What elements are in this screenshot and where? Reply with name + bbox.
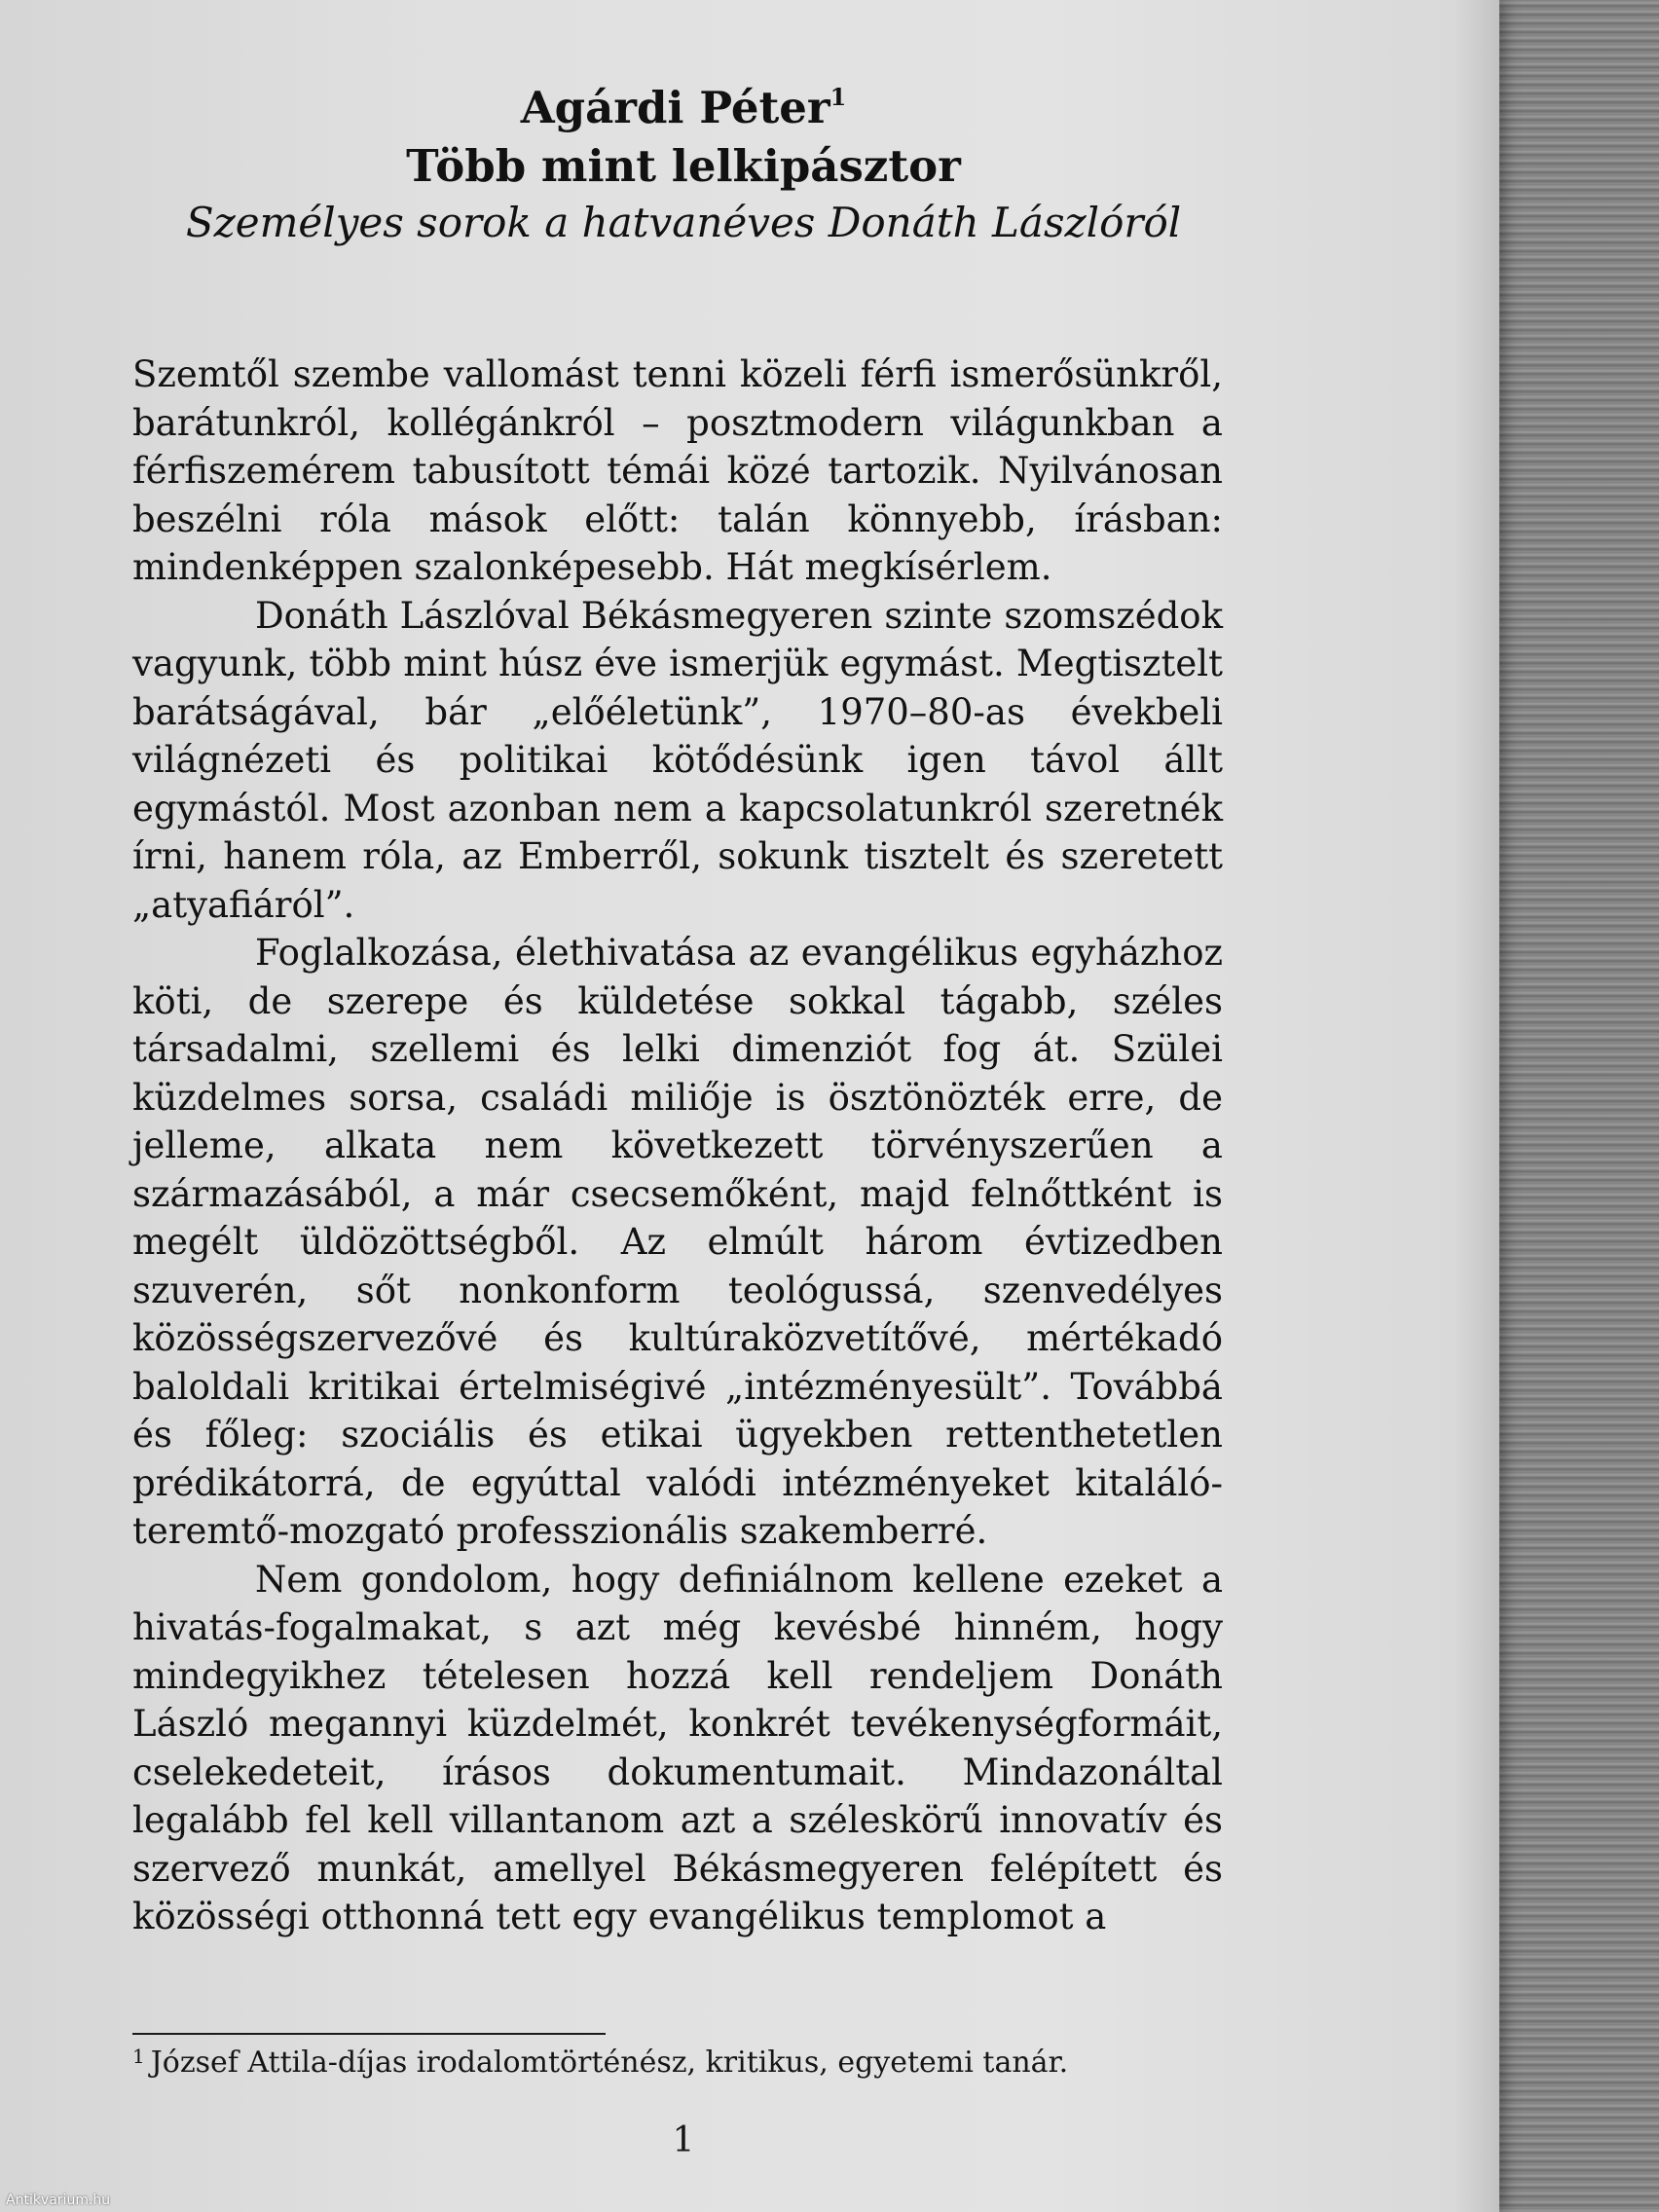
watermark: Antikvarium.hu <box>6 2193 111 2208</box>
paragraph-3: Foglalkozása, élethivatása az evangélikus egyházhoz köti, de szerepe és küldetése sokkal tágabb, széles társadalmi, szellemi és lelki dimenziót fog át. Szülei küzdelmes sorsa, családi miliője is ösztönözték erre, de jelleme, alkata nem következett törvényszerűen a származásából, a már csecsemőként, majd felnőttként is megélt üldözöttségből. Az elmúlt három évtizedben szuverén, sőt nonkonform teológussá, szenvedélyes közösségszervezővé és kultúraközvetítővé, mértékadó baloldali kritikai értelmiségivé „intézményesült”. Továbbá és főleg: szociális és etikai ügyekben rettenthetetlen prédikátorrá, de egyúttal valódi intézményeket kitaláló-teremtő-mozgató professzionális szakemberré. <box>132 932 1223 1552</box>
paragraph-2: Donáth Lászlóval Békásmegyeren szinte szomszédok vagyunk, több mint húsz éve ismerjük egymást. Megtisztelt barátságával, bár „előéletünk”, 1970–80-as évekbeli világnézeti és politikai kötődésünk igen távol állt egymástól. Most azonban nem a kapcsolatunkról szeretnék írni, hanem róla, az Emberről, sokunk tisztelt és szeretett „atyafiáról”. <box>132 594 1223 926</box>
footnote-text: József Attila-díjas irodalomtörténész, kritikus, egyetemi tanár. <box>150 2046 1069 2080</box>
article-title: Több mint lelkipásztor <box>406 140 961 192</box>
footnote <box>132 2045 1252 2080</box>
article-subtitle: Személyes sorok a hatvanéves Donáth Lászlóról <box>185 199 1182 246</box>
page-number: 1 <box>672 2120 695 2160</box>
author-footnote-mark: 1 <box>830 83 847 111</box>
author-name: Agárdi Péter <box>520 82 830 133</box>
paragraph-1: Szemtől szembe vallomást tenni közeli férfi ismerősünkről, barátunkról, kollégánkról – posztmodern világunkban a férfiszemérem tabusított témái közé tartozik. Nyilvánosan beszélni róla mások előtt: talán könnyebb, írásban: mindenképpen szalonképesebb. Hát megkísérlem. <box>132 353 1223 588</box>
paragraph-4: Nem gondolom, hogy definiálnom kellene ezeket a hivatás-fogalmakat, s azt még kevésbé hinném, hogy mindegyikhez tételesen hozzá kell rendeljem Donáth László megannyi küzdelmét, konkrét tevékenységformáit, cselekedeteit, írásos dokumentumait. Mindazonáltal legalább fel kell villantanom azt a széleskörű innovatív és szervező munkát, amellyel Békásmegyeren felépített és közösségi otthonná tett egy evangélikus templomot a <box>132 1558 1223 1937</box>
book-spine-edge <box>1497 0 1659 2212</box>
footnote-mark: 1 <box>132 2045 145 2068</box>
author-heading <box>0 82 1367 133</box>
article-body <box>132 350 1223 1941</box>
footnote-divider <box>132 2033 606 2035</box>
